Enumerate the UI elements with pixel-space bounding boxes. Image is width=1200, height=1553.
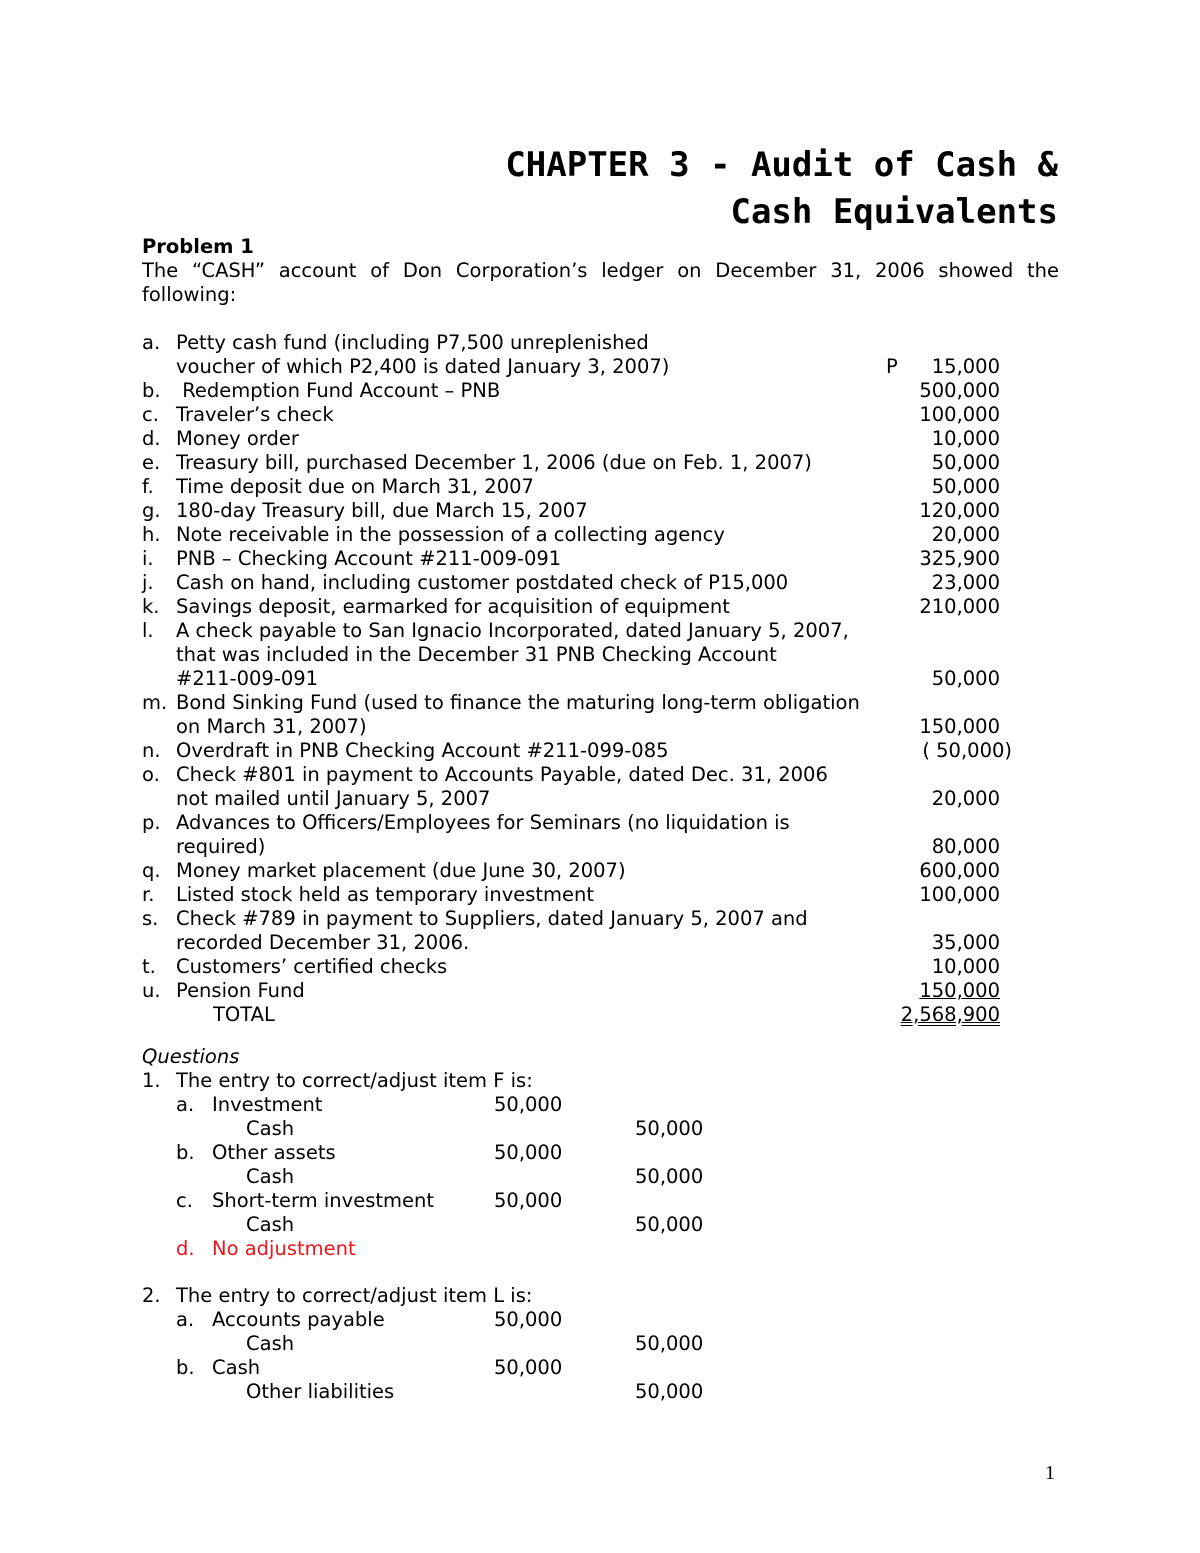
credit-account: Cash	[246, 1117, 295, 1140]
cash-item-a	[142, 331, 1022, 379]
item-amount: 150,000	[919, 715, 1000, 738]
answer-text: No adjustment	[212, 1237, 356, 1260]
option-letter: a.	[176, 1308, 195, 1331]
cash-item-l	[142, 619, 1022, 691]
item-text: PNB – Checking Account #211-009-091	[176, 547, 562, 570]
cash-item-e	[142, 451, 1022, 475]
item-amount: 15,000	[931, 355, 1000, 378]
cash-item-h	[142, 523, 1022, 547]
credit-amount: 50,000	[635, 1380, 704, 1403]
debit-account: Accounts payable	[212, 1308, 385, 1331]
cash-item-u	[142, 979, 1022, 1003]
chapter-title-line-1: CHAPTER 3 - Audit of Cash &	[505, 145, 1058, 185]
item-text: Traveler’s check	[176, 403, 334, 426]
item-text: Money market placement (due June 30, 2007)	[176, 859, 626, 882]
item-text: on March 31, 2007)	[176, 715, 367, 738]
credit-account: Cash	[246, 1165, 295, 1188]
cash-item-g	[142, 499, 1022, 523]
item-letter: g.	[142, 499, 161, 522]
option-a	[142, 1308, 842, 1332]
debit-amount: 50,000	[494, 1308, 563, 1331]
item-text: Overdraft in PNB Checking Account #211-099-085	[176, 739, 669, 762]
cash-item-m	[142, 691, 1022, 739]
item-amount: 50,000	[931, 667, 1000, 690]
credit-account: Cash	[246, 1213, 295, 1236]
question-1	[142, 1069, 842, 1261]
option-letter: c.	[176, 1189, 193, 1212]
option-b	[142, 1356, 842, 1380]
item-text: voucher of which P2,400 is dated January 3, 2007)	[176, 355, 670, 378]
item-amount: ( 50,000)	[922, 739, 1012, 762]
item-text: required)	[176, 835, 266, 858]
item-amount: 20,000	[931, 787, 1000, 810]
item-letter: o.	[142, 763, 160, 786]
option-a	[142, 1093, 842, 1117]
item-amount: 100,000	[919, 883, 1000, 906]
credit-amount: 50,000	[635, 1213, 704, 1236]
item-letter: i.	[142, 547, 154, 570]
item-letter: u.	[142, 979, 161, 1002]
cash-item-f	[142, 475, 1022, 499]
item-letter: e.	[142, 451, 161, 474]
debit-account: Other assets	[212, 1141, 336, 1164]
item-text: Advances to Officers/Employees for Seminars (no liquidation is	[176, 811, 790, 834]
item-text: #211-009-091	[176, 667, 319, 690]
item-letter: s.	[142, 907, 159, 930]
item-letter: m.	[142, 691, 168, 714]
debit-amount: 50,000	[494, 1356, 563, 1379]
chapter-title	[258, 142, 1058, 236]
option-b	[142, 1141, 842, 1165]
debit-account: Investment	[212, 1093, 323, 1116]
item-letter: j.	[142, 571, 154, 594]
item-text: Check #801 in payment to Accounts Payable, dated Dec. 31, 2006	[176, 763, 828, 786]
item-letter: n.	[142, 739, 161, 762]
item-amount: 20,000	[931, 523, 1000, 546]
total-amount: 2,568,900	[900, 1003, 1000, 1026]
item-text: Savings deposit, earmarked for acquisition of equipment	[176, 595, 730, 618]
cash-items-list	[142, 331, 1022, 1027]
cash-item-d	[142, 427, 1022, 451]
item-letter: k.	[142, 595, 160, 618]
item-amount: 325,900	[919, 547, 1000, 570]
option-letter: b.	[176, 1356, 195, 1379]
problem-intro: The “CASH” account of Don Corporation’s ledger on December 31, 2006 showed the following:	[142, 259, 1059, 306]
debit-amount: 50,000	[494, 1093, 563, 1116]
cash-total-row	[142, 1003, 1022, 1027]
item-amount: 23,000	[931, 571, 1000, 594]
item-amount: 35,000	[931, 931, 1000, 954]
item-letter: q.	[142, 859, 161, 882]
item-text: Money order	[176, 427, 299, 450]
questions-heading: Questions	[142, 1045, 240, 1068]
question-text: The entry to correct/adjust item L is:	[176, 1284, 533, 1307]
item-text: Check #789 in payment to Suppliers, dated January 5, 2007 and	[176, 907, 808, 930]
item-letter: h.	[142, 523, 161, 546]
item-letter: t.	[142, 955, 156, 978]
item-amount: 10,000	[931, 955, 1000, 978]
item-text: recorded December 31, 2006.	[176, 931, 470, 954]
currency-mark: P	[886, 355, 898, 378]
item-text: not mailed until January 5, 2007	[176, 787, 491, 810]
debit-amount: 50,000	[494, 1189, 563, 1212]
total-label: TOTAL	[213, 1003, 275, 1026]
item-amount: 80,000	[931, 835, 1000, 858]
question-text: The entry to correct/adjust item F is:	[176, 1069, 533, 1092]
question-2	[142, 1284, 842, 1404]
item-text: Bond Sinking Fund (used to finance the maturing long-term obligation	[176, 691, 860, 714]
credit-amount: 50,000	[635, 1332, 704, 1355]
item-letter: f.	[142, 475, 154, 498]
option-letter: d.	[176, 1237, 195, 1260]
item-text: Pension Fund	[176, 979, 305, 1002]
cash-item-s	[142, 907, 1022, 955]
item-text: Note receivable in the possession of a collecting agency	[176, 523, 725, 546]
cash-item-c	[142, 403, 1022, 427]
credit-amount: 50,000	[635, 1165, 704, 1188]
item-amount: 600,000	[919, 859, 1000, 882]
credit-account: Other liabilities	[246, 1380, 395, 1403]
debit-account: Cash	[212, 1356, 261, 1379]
debit-amount: 50,000	[494, 1141, 563, 1164]
cash-item-b	[142, 379, 1022, 403]
item-amount: 150,000	[919, 979, 1000, 1002]
item-amount: 10,000	[931, 427, 1000, 450]
item-text: Customers’ certified checks	[176, 955, 448, 978]
item-text: Time deposit due on March 31, 2007	[176, 475, 534, 498]
item-text: Listed stock held as temporary investment	[176, 883, 595, 906]
cash-item-r	[142, 883, 1022, 907]
item-letter: r.	[142, 883, 155, 906]
item-letter: c.	[142, 403, 159, 426]
cash-item-k	[142, 595, 1022, 619]
option-c	[142, 1189, 842, 1213]
item-text: A check payable to San Ignacio Incorporated, dated January 5, 2007,	[176, 619, 849, 642]
cash-item-j	[142, 571, 1022, 595]
cash-item-o	[142, 763, 1022, 811]
item-text: that was included in the December 31 PNB Checking Account	[176, 643, 777, 666]
item-letter: l.	[142, 619, 154, 642]
item-amount: 120,000	[919, 499, 1000, 522]
item-amount: 100,000	[919, 403, 1000, 426]
option-letter: b.	[176, 1141, 195, 1164]
item-amount: 500,000	[919, 379, 1000, 402]
cash-item-n	[142, 739, 1022, 763]
option-d-answer	[142, 1237, 842, 1261]
item-letter: d.	[142, 427, 161, 450]
item-amount: 50,000	[931, 451, 1000, 474]
option-letter: a.	[176, 1093, 195, 1116]
item-amount: 50,000	[931, 475, 1000, 498]
credit-account: Cash	[246, 1332, 295, 1355]
item-text: Cash on hand, including customer postdated check of P15,000	[176, 571, 789, 594]
item-letter: b.	[142, 379, 161, 402]
item-letter: p.	[142, 811, 161, 834]
cash-item-i	[142, 547, 1022, 571]
cash-item-t	[142, 955, 1022, 979]
chapter-title-line-2: Cash Equivalents	[730, 192, 1058, 232]
item-text: 180-day Treasury bill, due March 15, 2007	[176, 499, 588, 522]
item-text: Treasury bill, purchased December 1, 2006 (due on Feb. 1, 2007)	[176, 451, 812, 474]
credit-amount: 50,000	[635, 1117, 704, 1140]
cash-item-q	[142, 859, 1022, 883]
cash-item-p	[142, 811, 1022, 859]
debit-account: Short-term investment	[212, 1189, 434, 1212]
question-number: 1.	[142, 1069, 161, 1092]
question-number: 2.	[142, 1284, 161, 1307]
problem-heading: Problem 1	[142, 235, 254, 258]
item-text: Petty cash fund (including P7,500 unreplenished	[176, 331, 649, 354]
item-letter: a.	[142, 331, 161, 354]
item-amount: 210,000	[919, 595, 1000, 618]
item-text: Redemption Fund Account – PNB	[176, 379, 501, 402]
page-number: 1	[1045, 1462, 1055, 1484]
